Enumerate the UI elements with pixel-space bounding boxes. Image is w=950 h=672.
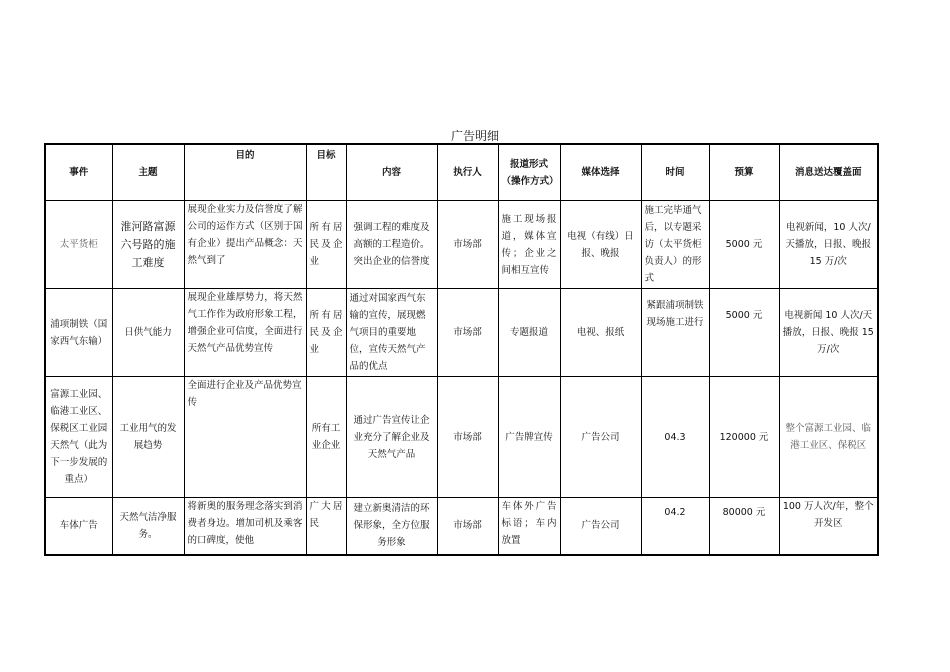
cell-time: 04.3 bbox=[641, 377, 709, 498]
table-row bbox=[45, 498, 878, 555]
cell-budget: 80000 元 bbox=[709, 498, 779, 555]
cell-executor: 市场部 bbox=[437, 498, 498, 555]
cell-executor: 市场部 bbox=[437, 377, 498, 498]
cell-format: 广告牌宣传 bbox=[498, 377, 560, 498]
cell-time: 施工完毕通气后，以专题采访（太平货柜负责人）的形式 bbox=[641, 201, 709, 289]
header-purpose: 目的 bbox=[184, 144, 306, 201]
cell-coverage: 电视新闻，10 人次/天播放，日报、晚报 15 万/次 bbox=[779, 201, 878, 289]
cell-target: 广大居民 bbox=[306, 498, 346, 555]
header-coverage: 消息送达覆盖面 bbox=[779, 144, 878, 201]
table-row bbox=[45, 201, 878, 289]
cell-format: 施工现场报道，媒体宣传；企业之间相互宣传 bbox=[498, 201, 560, 289]
cell-target: 所有居民及企业 bbox=[306, 201, 346, 289]
cell-theme: 天然气洁净服务。 bbox=[112, 498, 184, 555]
cell-content: 强调工程的难度及高额的工程造价。突出企业的信誉度 bbox=[346, 201, 437, 289]
cell-event: 浦项制铁（国家西气东输） bbox=[45, 289, 112, 377]
table-row bbox=[45, 289, 878, 377]
cell-media: 广告公司 bbox=[560, 498, 641, 555]
header-format: 报道形式（操作方式） bbox=[498, 144, 560, 201]
cell-target: 所有居民及企业 bbox=[306, 289, 346, 377]
header-content: 内容 bbox=[346, 144, 437, 201]
cell-time: 紧跟浦项制铁现场施工进行 bbox=[641, 289, 709, 377]
header-event: 事件 bbox=[45, 144, 112, 201]
cell-purpose: 将新奥的服务理念落实到消费者身边。增加司机及乘客的口碑度，使他 bbox=[184, 498, 306, 555]
header-theme: 主题 bbox=[112, 144, 184, 201]
cell-media: 电视（有线）日报、晚报 bbox=[560, 201, 641, 289]
table-row bbox=[45, 377, 878, 498]
cell-time: 04.2 bbox=[641, 498, 709, 555]
cell-theme: 日供气能力 bbox=[112, 289, 184, 377]
cell-purpose: 展现企业实力及信誉度了解公司的运作方式（区别于国有企业）提出产品概念：天然气到了 bbox=[184, 201, 306, 289]
cell-media: 广告公司 bbox=[560, 377, 641, 498]
cell-event: 富源工业园、临港工业区、保税区工业园天然气（此为下一步发展的重点） bbox=[45, 377, 112, 498]
header-row bbox=[45, 144, 878, 201]
cell-purpose: 全面进行企业及产品优势宣传 bbox=[184, 377, 306, 498]
ad-detail-table bbox=[44, 143, 879, 556]
cell-format: 车体外广告标语；车内放置 bbox=[498, 498, 560, 555]
cell-purpose: 展现企业雄厚势力，将天然气工作作为政府形象工程，增强企业可信度，全面进行天然气产品优势宣传 bbox=[184, 289, 306, 377]
header-executor: 执行人 bbox=[437, 144, 498, 201]
cell-target: 所有工业企业 bbox=[306, 377, 346, 498]
cell-event: 车体广告 bbox=[45, 498, 112, 555]
cell-content: 通过广告宣传让企业充分了解企业及天然气产品 bbox=[346, 377, 437, 498]
table-title: 广告明细 bbox=[450, 129, 499, 143]
cell-theme: 淮河路富源六号路的施工难度 bbox=[112, 201, 184, 289]
cell-executor: 市场部 bbox=[437, 201, 498, 289]
cell-coverage: 电视新闻 10 人次/天播放，日报、晚报 15 万/次 bbox=[779, 289, 878, 377]
cell-content: 建立新奥清洁的环保形象，全方位服务形象 bbox=[346, 498, 437, 555]
cell-event: 太平货柜 bbox=[45, 201, 112, 289]
cell-budget: 5000 元 bbox=[709, 201, 779, 289]
header-budget: 预算 bbox=[709, 144, 779, 201]
cell-content: 通过对国家西气东输的宣传，展现燃气项目的重要地位，宣传天然气产品的优点 bbox=[346, 289, 437, 377]
cell-media: 电视、报纸 bbox=[560, 289, 641, 377]
cell-budget: 120000 元 bbox=[709, 377, 779, 498]
cell-coverage: 整个富源工业园、临港工业区、保税区 bbox=[779, 377, 878, 498]
cell-coverage: 100 万人次/年，整个开发区 bbox=[779, 498, 878, 555]
header-target: 目标 bbox=[306, 144, 346, 201]
header-media: 媒体选择 bbox=[560, 144, 641, 201]
cell-executor: 市场部 bbox=[437, 289, 498, 377]
cell-budget: 5000 元 bbox=[709, 289, 779, 377]
cell-theme: 工业用气的发展趋势 bbox=[112, 377, 184, 498]
cell-format: 专题报道 bbox=[498, 289, 560, 377]
header-time: 时间 bbox=[641, 144, 709, 201]
